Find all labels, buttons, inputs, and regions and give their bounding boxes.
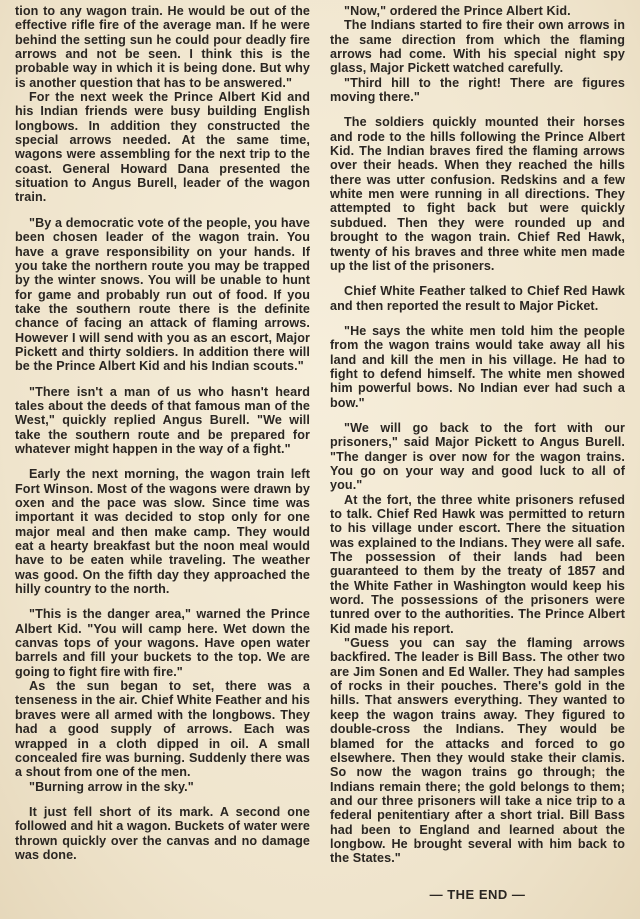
paragraph: "We will go back to the fort with our prisoners," said Major Pickett to Angus Burell. "The danger is over now for the wagon trains. You go on your way and good luck to all of you.": [330, 420, 625, 493]
paragraph: For the next week the Prince Albert Kid and his Indian friends were busy building English longbows. In addition they constructed the special arrows needed. At the same time, wagons were assembling for the next trip to the coast. General Howard Dana presented the situation to Angus Burell, leader of the wagon train.: [15, 90, 310, 205]
paragraph: The Indians started to fire their own arrows in the same direction from which the flaming arrows had come. With his special night spy glass, Major Pickett watched carefully.: [330, 18, 625, 76]
paragraph: At the fort, the three white prisoners refused to talk. Chief Red Hawk was permitted to return to his village under escort. There the situation was explained to the Indians. They were all safe. The possession of their lands had been guaranteed to them by the treaty of 1857 and the White Father in Washington would keep his word. The possessions of the prisoners were tunred over to the authorities. The Prince Albert Kid made his report.: [330, 492, 625, 636]
paragraph: Early the next morning, the wagon train left Fort Winson. Most of the wagons were drawn by oxen and the pace was slow. Since time was important it was decided to stop only for one major meal and then make camp. They would eat a hearty breakfast but the noon meal would have to be eaten while traveling. The weather was good. On the fifth day they approached the hilly country to the north.: [15, 467, 310, 597]
paragraph: "This is the danger area," warned the Prince Albert Kid. "You will camp here. Wet down the canvas tops of your wagons. Have open water barrels and fill your buckets to the top. We are going to fight fire with fire.": [15, 607, 310, 679]
paragraph: "Third hill to the right! There are figures moving there.": [330, 75, 625, 105]
paragraph: The soldiers quickly mounted their horses and rode to the hills following the Prince Albert Kid. The Indian braves fired the flaming arrows over their heads. When they reached the hills there was utter confusion. Redskins and a few white men were running in all directions. They attempted to fight back but were quickly subdued. Then they were rounded up and brought to the wagon train. Chief Red Hawk, twenty of his braves and three white men made up the list of the prisoners.: [330, 115, 625, 273]
paragraph: "By a democratic vote of the people, you have been chosen leader of the wagon train. You have a grave responsibility on your hands. If you take the northern route you may be trapped by the winter snows. You will be unable to hunt for game and probably run out of food. If you take the southern route there is the definite chance of facing an attack of flaming arrows. However I will send with you as an escort, Major Pickett and thirty soldiers. In addition there will be the Prince Albert Kid and his Indian scouts.": [15, 215, 310, 374]
left-text-column: [15, 4, 310, 862]
paragraph: "Burning arrow in the sky.": [29, 779, 194, 794]
the-end-label: — THE END —: [429, 887, 526, 902]
paragraph: "Guess you can say the flaming arrows backfired. The leader is Bill Bass. The other two are Jim Sonen and Ed Waller. They had samples of rocks in their pouches. There's gold in the hills. That answers everything. They wanted to keep the wagon trains away. They figured to double-cross the Indians. They would be blamed for the attacks and forced to go elsewhere. Then they would stake their clamis. So now the wagon trains go through; the Indians remain there; the gold belongs to them; and our three prisoners will take a nice trip to a federal penitentiary after a short trial. Bill Bass had been to England and learned about the longbow. He brought several with him back to the States.": [330, 636, 625, 866]
paragraph: It just fell short of its mark. A second one followed and hit a wagon. Buckets of water were thrown quickly over the canvas and no damage was done.: [15, 804, 310, 862]
paragraph: "Now," ordered the Prince Albert Kid.: [344, 4, 571, 18]
right-text-column: [330, 4, 625, 866]
paragraph: Chief White Feather talked to Chief Red Hawk and then reported the result to Major Picket.: [330, 284, 625, 313]
paragraph: As the sun began to set, there was a tenseness in the air. Chief White Feather and his braves were all armed with the longbows. They had a good supply of arrows. Each was wrapped in a cloth dipped in oil. A small concealed fire was burning. Suddenly there was a shout from one of the men.: [15, 679, 310, 780]
paragraph: tion to any wagon train. He would be out of the effective rifle fire of the average man. If he were behind the setting sun he could pour deadly fire arrows and not be seen. I think this is the probable way in which it is being done. But why is another question that has to be answered.": [15, 4, 310, 90]
paragraph: "There isn't a man of us who hasn't heard tales about the deeds of that famous man of the West," quickly replied Angus Burell. "We will take the southern route and be prepared for whatever might happen in the way of a fight.": [15, 384, 310, 456]
paragraph: "He says the white men told him the people from the wagon trains would take away all his land and kill the men in his village. He had to fight to defend himself. The white men showed him powerful bows. No Indian ever had such a bow.": [330, 323, 625, 410]
